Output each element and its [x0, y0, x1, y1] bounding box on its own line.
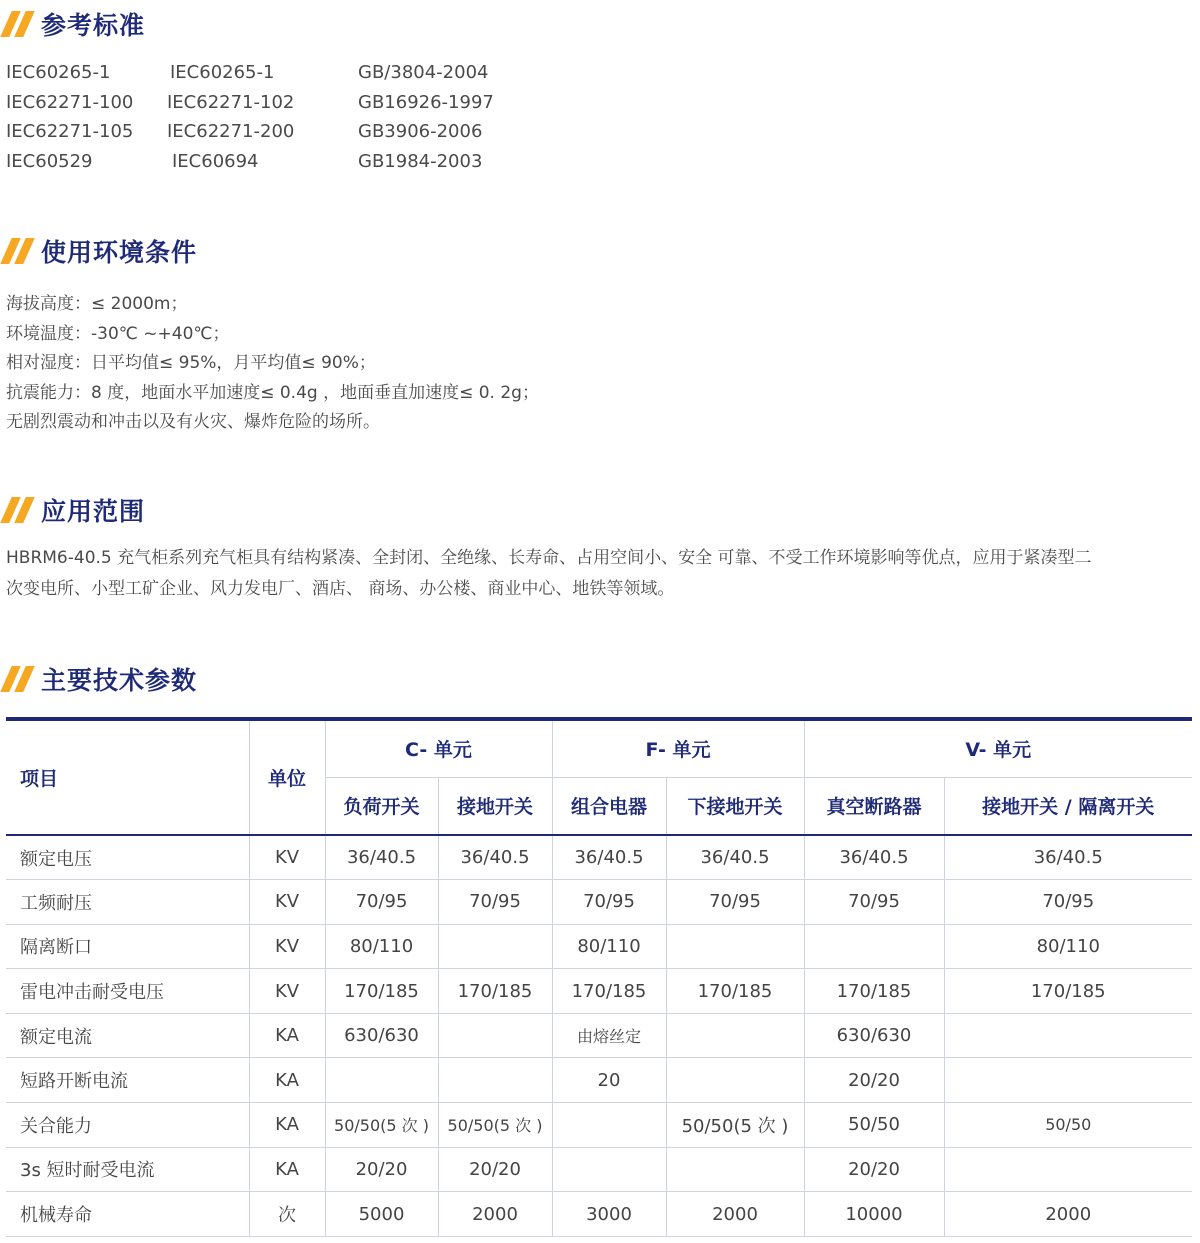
header-sub: 组合电器 — [552, 777, 666, 835]
param-unit: KV — [249, 924, 325, 969]
standard-code: IEC60694 — [172, 150, 259, 172]
standard-code: IEC62271-200 — [167, 121, 295, 142]
header-item: 项目 — [6, 719, 249, 835]
table-row — [6, 1103, 1192, 1148]
header-sub: 下接地开关 — [666, 777, 804, 835]
table-cell: 20/20 — [325, 1147, 438, 1192]
table-cell: 70/95 — [552, 880, 666, 925]
param-name: 雷电冲击耐受电压 — [6, 969, 249, 1014]
standard-code: IEC60529 — [6, 150, 93, 172]
standard-code: IEC62271-100 — [6, 91, 134, 113]
table-cell: 70/95 — [438, 880, 552, 925]
table-cell: 10000 — [804, 1192, 944, 1237]
table-cell: 170/185 — [944, 969, 1192, 1014]
environment-line: 相对湿度：日平均值≤ 95%，月平均值≤ 90%； — [6, 353, 376, 373]
table-cell — [552, 1103, 666, 1148]
standards-row — [6, 151, 566, 181]
standards-row — [6, 121, 566, 151]
standard-code: GB16926-1997 — [358, 91, 494, 113]
param-unit: KV — [249, 969, 325, 1014]
table-cell — [944, 1058, 1192, 1103]
table-cell — [325, 1058, 438, 1103]
double-slash-icon — [6, 11, 29, 37]
table-cell: 36/40.5 — [944, 835, 1192, 880]
table-cell: 170/185 — [325, 969, 438, 1014]
header-group-c: C- 单元 — [325, 719, 552, 777]
header-sub: 接地开关 — [438, 777, 552, 835]
param-name: 关合能力 — [6, 1103, 249, 1148]
table-cell: 20/20 — [804, 1058, 944, 1103]
params-title: 主要技术参数 — [41, 666, 198, 695]
param-unit: KA — [249, 1013, 325, 1058]
table-row — [6, 1013, 1192, 1058]
environment-line: 抗震能力：8 度，地面水平加速度≤ 0.4g ，地面垂直加速度≤ 0. 2g； — [6, 382, 539, 403]
standard-code: GB/3804-2004 — [358, 62, 489, 83]
table-cell: 170/185 — [438, 969, 552, 1014]
table-cell: 36/40.5 — [552, 835, 666, 880]
table-cell: 36/40.5 — [666, 835, 804, 880]
param-unit: KA — [249, 1103, 325, 1148]
table-cell — [438, 1058, 552, 1103]
table-cell: 3000 — [552, 1192, 666, 1237]
table-cell: 20/20 — [804, 1147, 944, 1192]
header-sub: 接地开关 / 隔离开关 — [944, 777, 1192, 835]
double-slash-icon — [6, 666, 29, 692]
table-cell: 70/95 — [666, 880, 804, 925]
standards-row — [6, 92, 566, 122]
table-cell — [438, 924, 552, 969]
application-title: 应用范围 — [41, 497, 146, 526]
table-cell: 50/50 — [944, 1103, 1192, 1148]
standard-code: GB3906-2006 — [358, 121, 483, 142]
table-cell — [666, 1058, 804, 1103]
table-cell: 80/110 — [944, 924, 1192, 969]
header-group-f: F- 单元 — [552, 719, 804, 777]
table-cell: 80/110 — [325, 924, 438, 969]
standard-code: IEC62271-105 — [6, 121, 134, 142]
table-cell: 20/20 — [438, 1147, 552, 1192]
table-cell: 36/40.5 — [438, 835, 552, 880]
environment-title: 使用环境条件 — [41, 238, 198, 267]
table-row — [6, 880, 1192, 925]
double-slash-icon — [6, 497, 29, 523]
table-row — [6, 1192, 1192, 1237]
application-text — [6, 543, 1200, 605]
header-group-v: V- 单元 — [804, 719, 1192, 777]
table-cell: 70/95 — [804, 880, 944, 925]
environment-line: 海拔高度：≤ 2000m； — [6, 294, 188, 314]
table-cell — [804, 924, 944, 969]
table-cell — [666, 1147, 804, 1192]
table-cell: 5000 — [325, 1192, 438, 1237]
param-name: 3s 短时耐受电流 — [6, 1147, 249, 1192]
table-cell: 50/50(5 次 ) — [438, 1103, 552, 1148]
application-line: 次变电所、小型工矿企业、风力发电厂、酒店、 商场、办公楼、商业中心、地铁等领域。 — [6, 579, 675, 599]
param-name: 额定电压 — [6, 835, 249, 880]
param-unit: KV — [249, 880, 325, 925]
table-row — [6, 835, 1192, 880]
tech-params-table — [6, 717, 1192, 1237]
table-row — [6, 969, 1192, 1014]
table-cell: 由熔丝定 — [552, 1013, 666, 1058]
table-cell: 70/95 — [325, 880, 438, 925]
table-cell: 36/40.5 — [325, 835, 438, 880]
param-unit: 次 — [249, 1192, 325, 1237]
standards-heading — [6, 6, 145, 42]
table-cell — [666, 924, 804, 969]
param-unit: KV — [249, 835, 325, 880]
table-cell: 170/185 — [552, 969, 666, 1014]
table-cell: 630/630 — [325, 1013, 438, 1058]
standards-title: 参考标准 — [41, 11, 146, 40]
header-sub: 负荷开关 — [325, 777, 438, 835]
table-row — [6, 1147, 1192, 1192]
table-cell: 630/630 — [804, 1013, 944, 1058]
environment-line: 无剧烈震动和冲击以及有火灾、爆炸危险的场所。 — [6, 412, 380, 432]
table-cell: 70/95 — [944, 880, 1192, 925]
standard-code: GB1984-2003 — [358, 150, 483, 172]
param-unit: KA — [249, 1058, 325, 1103]
table-cell — [944, 1147, 1192, 1192]
param-name: 机械寿命 — [6, 1192, 249, 1237]
standard-code: IEC60265-1 — [6, 62, 111, 83]
header-sub: 真空断路器 — [804, 777, 944, 835]
table-cell: 170/185 — [666, 969, 804, 1014]
table-cell — [438, 1013, 552, 1058]
table-header-row — [6, 719, 1192, 777]
table-cell: 2000 — [438, 1192, 552, 1237]
table-cell — [552, 1147, 666, 1192]
param-name: 额定电流 — [6, 1013, 249, 1058]
table-cell: 36/40.5 — [804, 835, 944, 880]
param-name: 隔离断口 — [6, 924, 249, 969]
param-name: 短路开断电流 — [6, 1058, 249, 1103]
application-line: HBRM6-40.5 充气柜系列充气柜具有结构紧凑、全封闭、全绝缘、长寿命、占用空间小、安全 可靠、不受工作环境影响等优点，应用于紧凑型二 — [6, 548, 1092, 568]
table-cell: 2000 — [666, 1192, 804, 1237]
table-cell: 80/110 — [552, 924, 666, 969]
table-cell — [666, 1013, 804, 1058]
double-slash-icon — [6, 238, 29, 264]
header-unit: 单位 — [249, 719, 325, 835]
table-cell: 20 — [552, 1058, 666, 1103]
table-cell: 170/185 — [804, 969, 944, 1014]
environment-heading — [6, 233, 197, 269]
standard-code: IEC60265-1 — [170, 62, 275, 83]
table-row — [6, 1058, 1192, 1103]
standard-code: IEC62271-102 — [167, 91, 295, 113]
table-cell: 50/50 — [804, 1103, 944, 1148]
table-cell: 2000 — [944, 1192, 1192, 1237]
standards-list — [6, 62, 566, 180]
param-unit: KA — [249, 1147, 325, 1192]
params-heading — [6, 661, 197, 697]
table-row — [6, 924, 1192, 969]
table-cell — [944, 1013, 1192, 1058]
table-cell: 50/50(5 次 ) — [325, 1103, 438, 1148]
environment-list — [6, 289, 539, 437]
application-heading — [6, 492, 145, 528]
param-name: 工频耐压 — [6, 880, 249, 925]
environment-line: 环境温度：-30℃ ~+40℃； — [6, 323, 230, 344]
table-cell: 50/50(5 次 ) — [666, 1103, 804, 1148]
standards-row — [6, 62, 566, 92]
